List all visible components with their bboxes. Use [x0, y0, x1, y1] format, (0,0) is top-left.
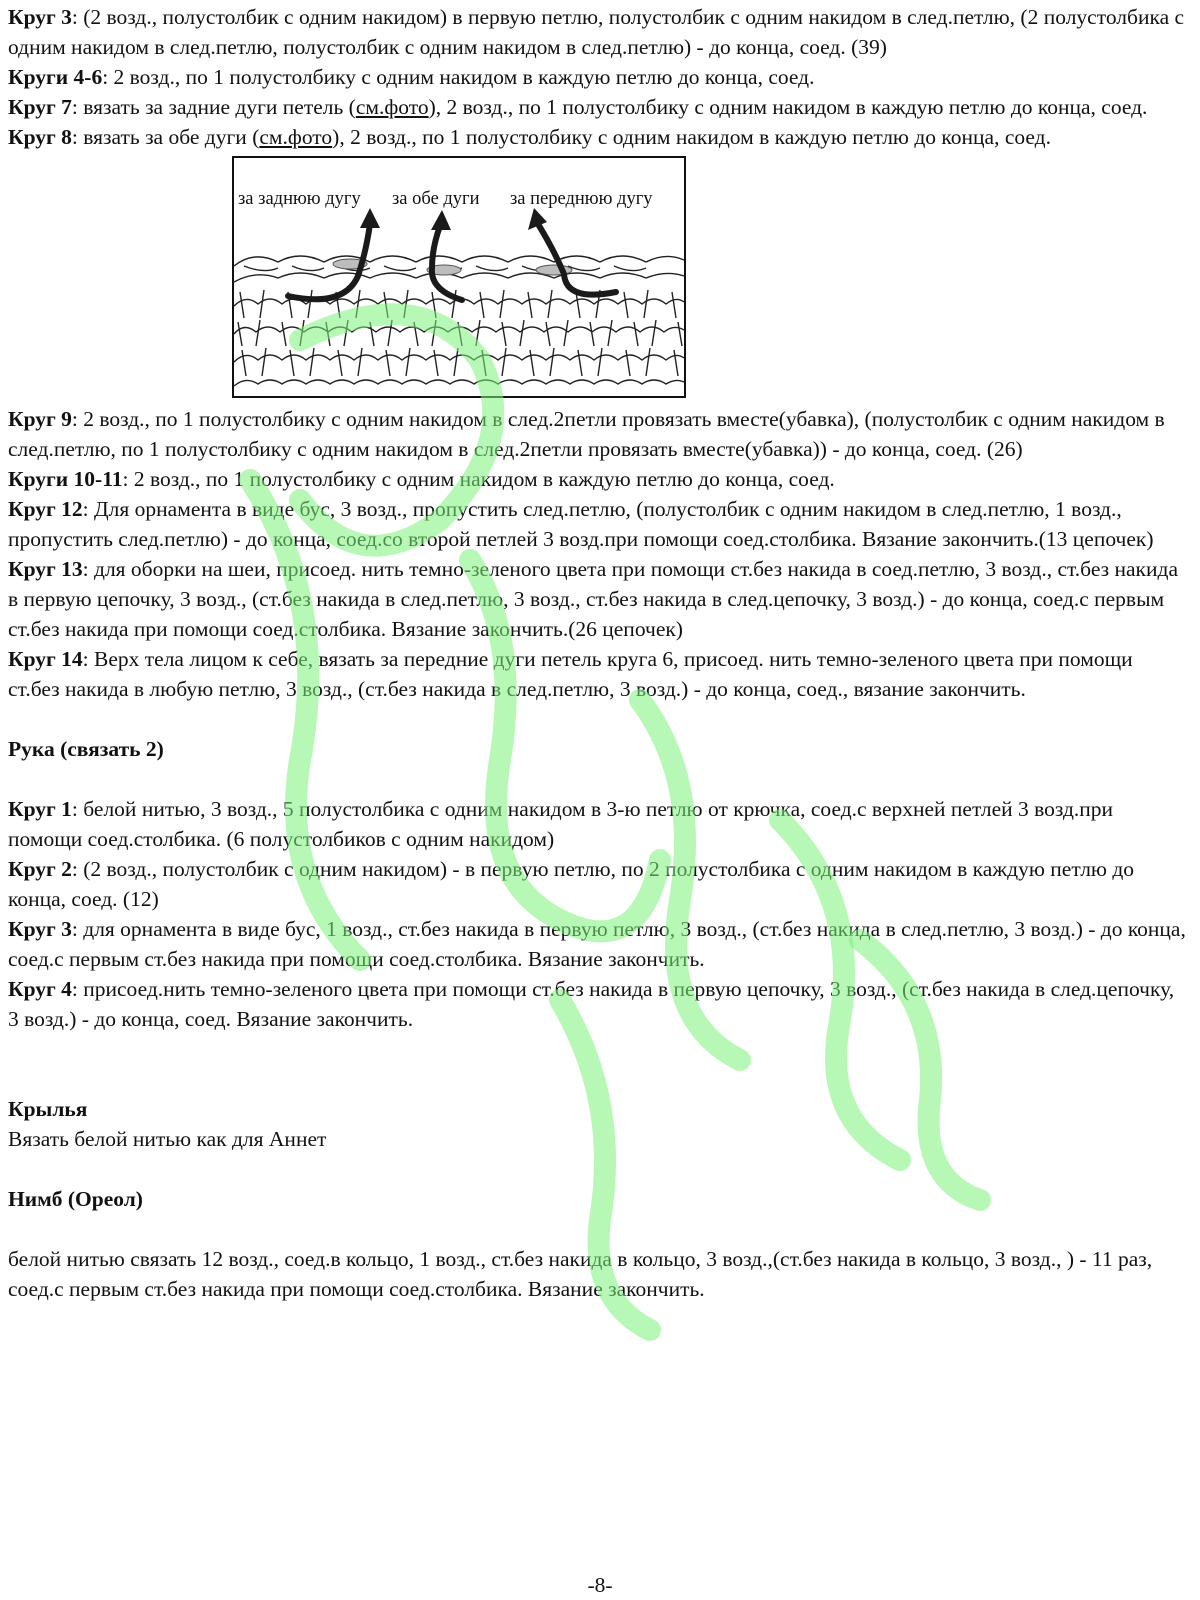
document-page: [8, 2, 1188, 1304]
paragraph-round-3: [8, 2, 1188, 62]
heading-text: Рука (связать 2): [8, 737, 164, 761]
photo-reference: см.фото: [355, 95, 429, 119]
spacer: [8, 1034, 1188, 1094]
heading-text: Нимб (Ореол): [8, 1187, 143, 1211]
page-number: -8-: [587, 1573, 613, 1597]
round-text: : белой нитью, 3 возд., 5 полустолбика с одним накидом в 3-ю петлю от крючка, соед.с верхней петлей 3 возд.при помощи соед.столбика. (6 полустолбиков с одним накидом): [8, 797, 1114, 851]
round-text: : 2 возд., по 1 полустолбику с одним накидом в каждую петлю до конца, соед.: [102, 65, 815, 89]
stitch-figure-wrapper: [8, 152, 1188, 404]
wings-text: Вязать белой нитью как для Аннет: [8, 1127, 327, 1151]
paragraph-round-9: [8, 404, 1188, 464]
round-text: ), 2 возд., по 1 полустолбику с одним накидом в каждую петлю до конца, соед.: [332, 125, 1051, 149]
round-label: Круг 8: [8, 125, 72, 149]
round-label: Круг 1: [8, 797, 72, 821]
round-label: Круг 12: [8, 497, 83, 521]
round-label: Круги 4-6: [8, 65, 103, 89]
section-heading-wings: [8, 1094, 1188, 1124]
round-label: Круг 14: [8, 647, 83, 671]
round-label: Круги 10-11: [8, 467, 123, 491]
paragraph-round-14: [8, 644, 1188, 704]
round-text: : вязать за обе дуги (: [71, 125, 260, 149]
round-text: : (2 возд., полустолбик с одним накидом) в первую петлю, полустолбик с одним накидом в след.петлю, (2 полустолбика с одним накидом в след.петлю, полустолбик с одним накидом в след.петлю) - до конца, соед. (39): [8, 5, 1185, 59]
paragraph-rounds-10-11: [8, 464, 1188, 494]
section-heading-halo: [8, 1184, 1188, 1214]
round-label: Круг 9: [8, 407, 72, 431]
label-front-loop: за переднюю дугу: [510, 189, 653, 209]
spacer: [8, 704, 1188, 734]
round-text: : 2 возд., по 1 полустолбику с одним накидом в след.2петли провязать вместе(убавка), (полустолбик с одним накидом в след.петлю, по 1 полустолбику с одним накидом в след.2петли провязать вместе(убавка)) - до конца, соед. (26): [8, 407, 1165, 461]
round-label: Круг 3: [8, 917, 72, 941]
label-both-loops: за обе дуги: [392, 189, 480, 209]
paragraph-arm-round-4: [8, 974, 1188, 1034]
heading-text: Крылья: [8, 1097, 88, 1121]
round-text: : 2 возд., по 1 полустолбику с одним накидом в каждую петлю до конца, соед.: [122, 467, 835, 491]
round-text: ), 2 возд., по 1 полустолбику с одним накидом в каждую петлю до конца, соед.: [428, 95, 1148, 119]
paragraph-round-8: [8, 122, 1188, 152]
paragraph-round-7: [8, 92, 1188, 122]
round-label: Круг 13: [8, 557, 83, 581]
round-text: : Для орнамента в виде бус, 3 возд., пропустить след.петлю, (полустолбик с одним накидом в след.петлю, 1 возд., пропустить след.петлю) - до конца, соед.со второй петлей 3 возд.при помощи соед.столбика. Вязание закончить.(13 цепочек): [8, 497, 1154, 551]
round-label: Круг 4: [8, 977, 72, 1001]
round-text: : для оборки на шеи, присоед. нить темно-зеленого цвета при помощи ст.без накида в соед.петлю, 3 возд., ст.без накида в первую цепочку, 3 возд., (ст.без накида в след.петлю, 3 возд., ст.без накида в след.цепочку, 3 возд.) - до конца, соед.с первым ст.без накида при помощи соед.столбика. Вязание закончить.(26 цепочек): [8, 557, 1178, 641]
paragraph-arm-round-3: [8, 914, 1188, 974]
photo-reference: см.фото: [259, 125, 333, 149]
paragraph-round-13: [8, 554, 1188, 644]
spacer: [8, 1154, 1188, 1184]
round-text: : присоед.нить темно-зеленого цвета при помощи ст.без накида в первую цепочку, 3 возд., (ст.без накида в след.цепочку, 3 возд.) - до конца, соед. Вязание закончить.: [8, 977, 1175, 1031]
round-label: Круг 7: [8, 95, 72, 119]
paragraph-arm-round-1: [8, 794, 1188, 854]
spacer: [8, 764, 1188, 794]
round-text: : Верх тела лицом к себе, вязать за передние дуги петель круга 6, присоед. нить темно-зеленого цвета при помощи ст.без накида в любую петлю, 3 возд., (ст.без накида в след.петлю, 3 возд.) - до конца, соед., вязание закончить.: [8, 647, 1133, 701]
stitch-loops-figure: [232, 156, 686, 398]
round-text: : для орнамента в виде бус, 1 возд., ст.без накида в первую петлю, 3 возд., (ст.без накида в след.петлю, 3 возд.) - до конца, соед.с первым ст.без накида при помощи соед.столбика. Вязание закончить.: [8, 917, 1186, 971]
round-label: Круг 3: [8, 5, 72, 29]
spacer: [8, 1214, 1188, 1244]
round-label: Круг 2: [8, 857, 72, 881]
paragraph-arm-round-2: [8, 854, 1188, 914]
round-text: : (2 возд., полустолбик с одним накидом) - в первую петлю, по 2 полустолбика с одним накидом в каждую петлю до конца, соед. (12): [8, 857, 1135, 911]
section-heading-arm: [8, 734, 1188, 764]
paragraph-rounds-4-6: [8, 62, 1188, 92]
label-back-loop: за заднюю дугу: [238, 189, 361, 209]
round-text: : вязать за задние дуги петель (: [71, 95, 356, 119]
halo-text: белой нитью связать 12 возд., соед.в кольцо, 1 возд., ст.без накида в кольцо, 3 возд.,(ст.без накида в кольцо, 3 возд., ) - 11 раз, соед.с первым ст.без накида при помощи соед.столбика. Вязание закончить.: [8, 1247, 1153, 1301]
paragraph-round-12: [8, 494, 1188, 554]
